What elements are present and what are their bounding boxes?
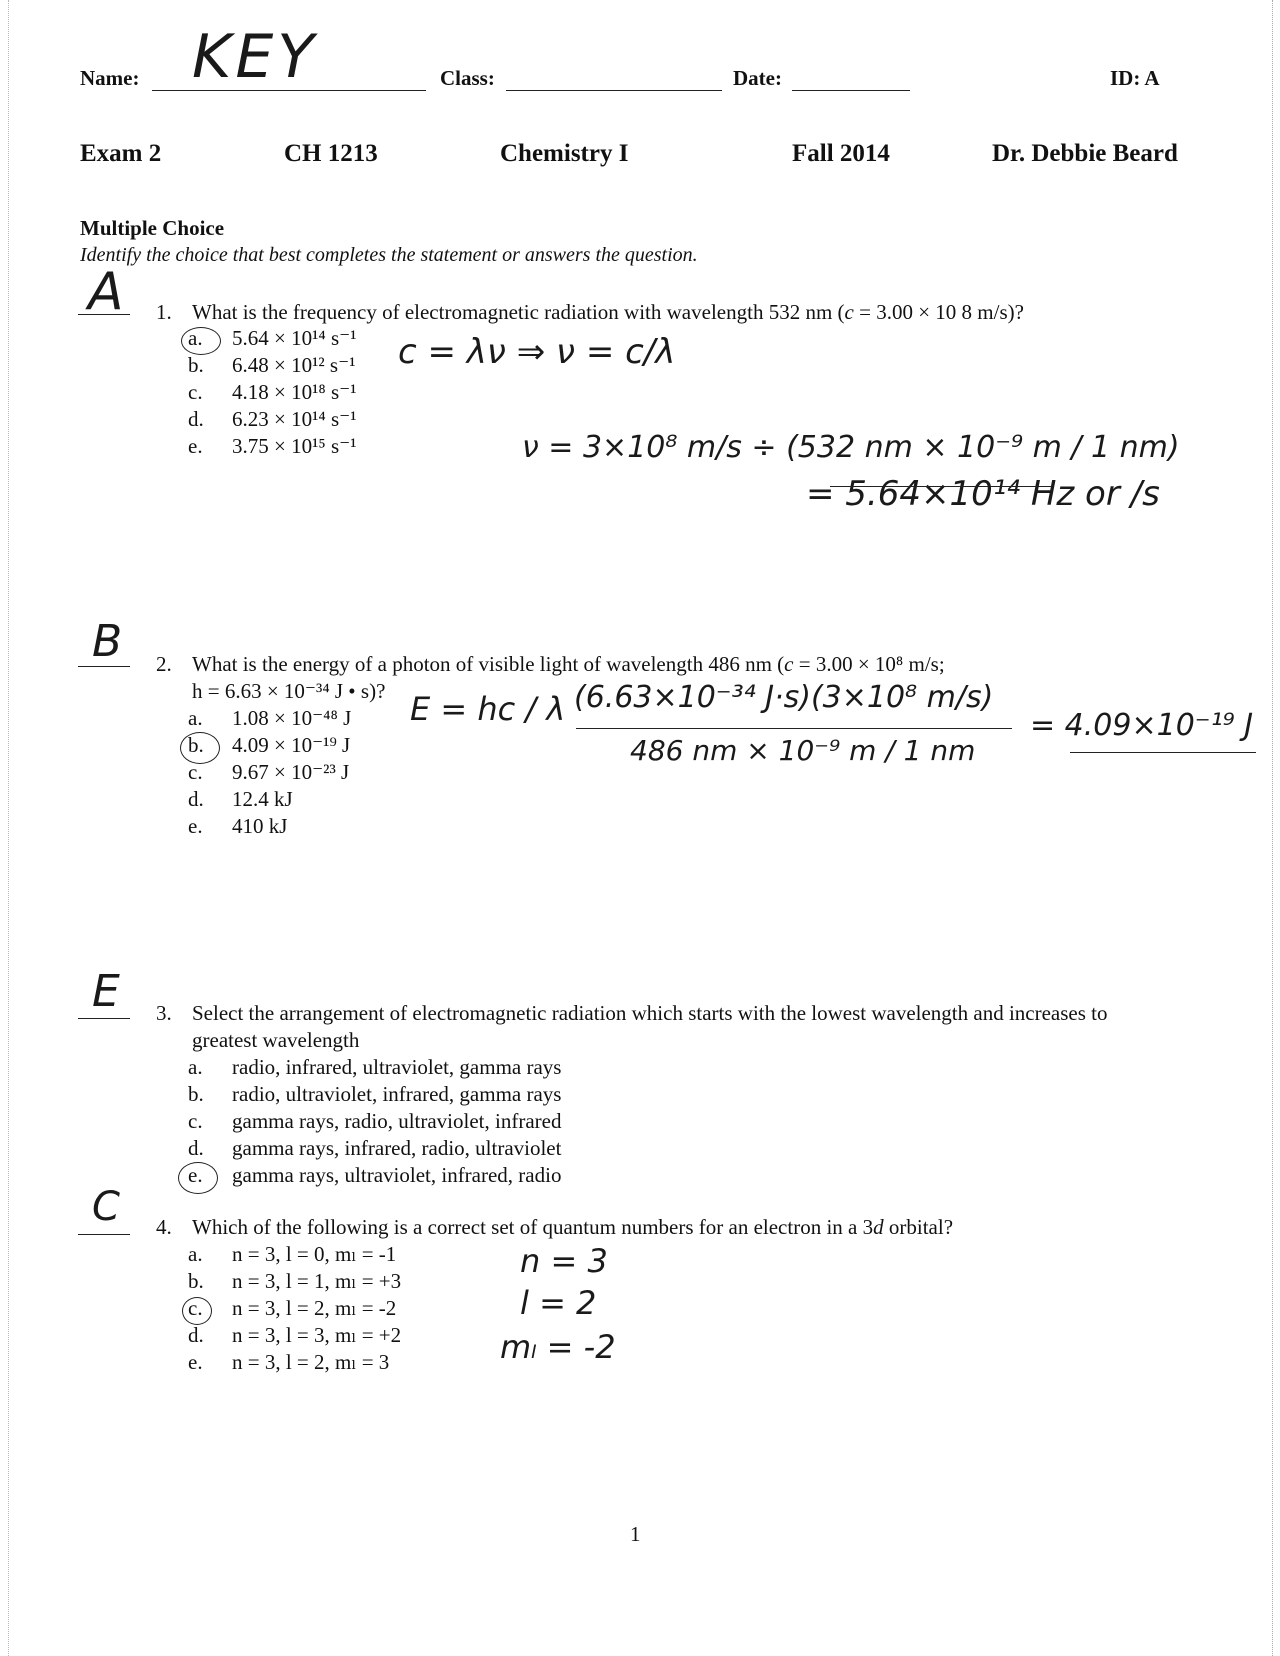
class-field [506, 70, 722, 91]
choice-text: gamma rays, radio, ultraviolet, infrared [232, 1109, 562, 1133]
question-1-answer-blank [78, 262, 130, 322]
question-2-number: 2. [156, 652, 172, 676]
question-3-choice-d [188, 1135, 561, 1162]
question-2-text-line2: h = 6.63 × 10⁻³⁴ J • s)? [192, 679, 386, 703]
question-4-d-variable: d [873, 1215, 884, 1239]
name-label: Name: [80, 66, 140, 90]
question-1-work-result: = 5.64×10¹⁴ Hz or /s [806, 474, 1160, 514]
question-2-text [192, 651, 945, 678]
question-4-text [192, 1214, 953, 1241]
choice-letter: b. [188, 1082, 204, 1106]
question-2-choice-a [188, 705, 351, 732]
name-value: KEY [192, 22, 318, 92]
choice-letter: e. [188, 1163, 203, 1187]
choice-letter: d. [188, 1136, 204, 1160]
selected-answer-circle [181, 327, 221, 355]
question-4-choice-a [188, 1241, 396, 1268]
answer-line [78, 1018, 130, 1019]
question-2-answer: B [92, 616, 123, 667]
choice-letter: d. [188, 787, 204, 811]
section-title: Multiple Choice [80, 216, 225, 240]
result-underline [830, 486, 1052, 487]
choice-letter: e. [188, 434, 203, 458]
selected-answer-circle [178, 1162, 218, 1194]
choice-text: 4.09 × 10⁻¹⁹ J [232, 733, 351, 757]
choice-text: radio, ultraviolet, infrared, gamma rays [232, 1082, 562, 1106]
question-2-work-formula: E = hc / λ [410, 690, 566, 728]
question-4-work-ml: mₗ = -2 [500, 1328, 616, 1366]
choice-text: 5.64 × 10¹⁴ s⁻¹ [232, 326, 357, 350]
choice-letter: d. [188, 407, 204, 431]
course-name: Chemistry I [500, 140, 629, 167]
section-instructions: Identify the choice that best completes the statement or answers the question. [80, 244, 698, 266]
question-3-text-line2: greatest wavelength [192, 1028, 360, 1052]
question-4-answer-blank [78, 1184, 130, 1242]
choice-text: n = 3, l = 0, mₗ = -1 [232, 1242, 397, 1266]
choice-text: 410 kJ [232, 814, 288, 838]
question-4-choice-b [188, 1268, 401, 1295]
question-1-work-formula: c = λν ⇒ ν = c/λ [398, 332, 676, 372]
question-1-answer: A [88, 262, 124, 322]
question-2-c-variable: c [784, 652, 794, 676]
choice-text: n = 3, l = 2, mₗ = 3 [232, 1350, 390, 1374]
question-1-work-calculation: ν = 3×10⁸ m/s ÷ (532 nm × 10⁻⁹ m / 1 nm) [522, 430, 1180, 465]
choice-letter: a. [188, 1242, 203, 1266]
question-2-choice-c [188, 759, 349, 786]
question-4-choice-e [188, 1349, 389, 1376]
choice-letter: d. [188, 1323, 204, 1347]
choice-letter: e. [188, 1350, 203, 1374]
class-label: Class: [440, 66, 495, 90]
question-2-work-result: = 4.09×10⁻¹⁹ J [1030, 708, 1254, 743]
question-4-text-pre: Which of the following is a correct set of quantum numbers for an electron in a 3 [192, 1215, 874, 1239]
name-field [152, 22, 426, 92]
term: Fall 2014 [792, 140, 890, 167]
choice-letter: e. [188, 814, 203, 838]
question-4-choice-d [188, 1322, 401, 1349]
question-1-text-post: = 3.00 × 10 8 m/s)? [853, 300, 1024, 324]
selected-answer-circle [182, 1297, 212, 1325]
choice-text: 6.23 × 10¹⁴ s⁻¹ [232, 407, 357, 431]
answer-line [78, 314, 130, 315]
question-2-work-numerator: (6.63×10⁻³⁴ J·s)(3×10⁸ m/s) [574, 680, 994, 715]
exam-number: Exam 2 [80, 140, 162, 167]
choice-text: 4.18 × 10¹⁸ s⁻¹ [232, 380, 357, 404]
choice-letter: b. [188, 353, 204, 377]
choice-text: gamma rays, infrared, radio, ultraviolet [232, 1136, 562, 1160]
choice-text: n = 3, l = 2, mₗ = -2 [232, 1296, 397, 1320]
question-3-choice-c [188, 1108, 561, 1135]
scan-edge-right [1272, 0, 1274, 1656]
choice-letter: a. [188, 326, 203, 350]
answer-line [78, 1234, 130, 1235]
question-3-choice-a [188, 1054, 561, 1081]
choice-text: 3.75 × 10¹⁵ s⁻¹ [232, 434, 357, 458]
answer-line [78, 666, 130, 667]
fraction-bar [576, 728, 1012, 729]
question-2-choice-e [188, 813, 287, 840]
question-4-work-l: l = 2 [520, 1284, 597, 1322]
question-3-number: 3. [156, 1001, 172, 1025]
choice-text: 12.4 kJ [232, 787, 293, 811]
question-2-answer-blank [78, 616, 130, 672]
choice-text: 1.08 × 10⁻⁴⁸ J [232, 706, 352, 730]
question-1-c-variable: c [844, 300, 854, 324]
date-label: Date: [733, 66, 782, 90]
choice-letter: b. [188, 733, 204, 757]
question-1-number: 1. [156, 300, 172, 324]
choice-letter: c. [188, 380, 203, 404]
result-underline [1070, 752, 1256, 753]
date-field [792, 70, 910, 91]
question-1-choice-b [188, 352, 356, 379]
choice-letter: a. [188, 1055, 203, 1079]
choice-text: radio, infrared, ultraviolet, gamma rays [232, 1055, 562, 1079]
question-1-text [192, 299, 1024, 326]
choice-text: 6.48 × 10¹² s⁻¹ [232, 353, 356, 377]
question-3-choice-e [188, 1162, 561, 1189]
choice-letter: c. [188, 1296, 203, 1320]
question-1-choice-e [188, 433, 357, 460]
question-2-work-denominator: 486 nm × 10⁻⁹ m / 1 nm [630, 734, 976, 767]
id-label: ID: A [1110, 66, 1160, 90]
question-4-choice-c [188, 1295, 396, 1322]
instructor: Dr. Debbie Beard [992, 140, 1178, 167]
choice-text: 9.67 × 10⁻²³ J [232, 760, 350, 784]
question-3-answer: E [92, 966, 120, 1017]
question-4-number: 4. [156, 1215, 172, 1239]
choice-letter: a. [188, 706, 203, 730]
course-code: CH 1213 [284, 140, 378, 167]
choice-letter: c. [188, 1109, 203, 1133]
question-3-answer-blank [78, 966, 130, 1024]
choice-letter: b. [188, 1269, 204, 1293]
question-2-choice-d [188, 786, 293, 813]
question-3-choice-b [188, 1081, 561, 1108]
question-1-choice-d [188, 406, 357, 433]
page-number: 1 [630, 1522, 641, 1546]
question-2-text-pre: What is the energy of a photon of visible light of wavelength 486 nm ( [192, 652, 785, 676]
question-1-choice-c [188, 379, 357, 406]
scan-edge-left [8, 0, 10, 1656]
question-2-text-post: = 3.00 × 10⁸ m/s; [793, 652, 945, 676]
question-4-text-post: orbital? [883, 1215, 954, 1239]
choice-letter: c. [188, 760, 203, 784]
choice-text: n = 3, l = 3, mₗ = +2 [232, 1323, 402, 1347]
question-3-text: Select the arrangement of electromagnetic radiation which starts with the lowest wavelength and increases to [192, 1001, 1108, 1025]
question-4-answer: C [92, 1184, 120, 1230]
question-4-work-n: n = 3 [520, 1242, 608, 1280]
question-1-text-pre: What is the frequency of electromagnetic radiation with wavelength 532 nm ( [192, 300, 845, 324]
choice-text: n = 3, l = 1, mₗ = +3 [232, 1269, 402, 1293]
choice-text: gamma rays, ultraviolet, infrared, radio [232, 1163, 562, 1187]
